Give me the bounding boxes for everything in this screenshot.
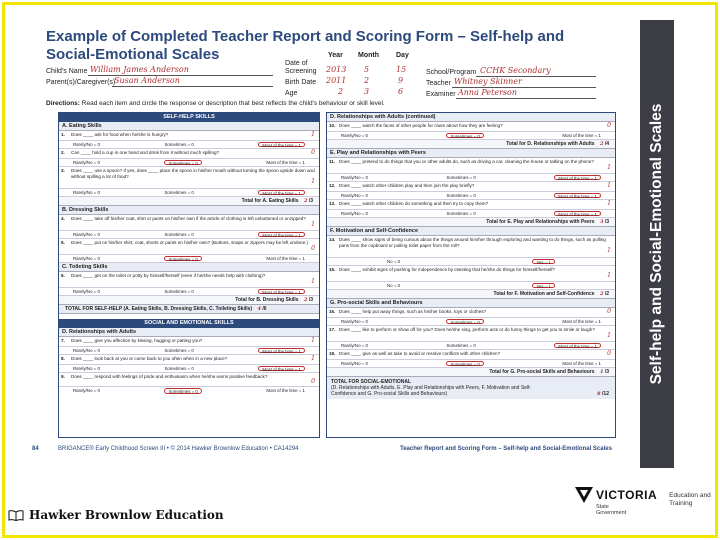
- item-10: 10. Does ____ watch the faces of other people for clues about how they are feeling? 0: [327, 122, 615, 132]
- selfhelp-bar: SELF-HELP SKILLS: [59, 113, 319, 122]
- total-f: Total for F. Motivation and Self-Confidence 2 /2: [327, 290, 615, 299]
- item-3-options: Rarely/No = 0 Sometimes = 0 Most of the time = 1: [59, 189, 319, 197]
- directions-label: Directions:: [46, 100, 80, 107]
- col-month: Month: [358, 52, 379, 59]
- item-18-options: Rarely/No = 0 Sometimes = 0 Most of the time = 1: [327, 360, 615, 368]
- item-17-score: 1: [607, 332, 611, 339]
- birth-day: 9: [398, 76, 404, 85]
- date-screening-label: Date of Screening: [285, 60, 317, 75]
- directions-text: Read each item and circle the response or description that best reflects the child's behaviour or skill level.: [81, 100, 385, 107]
- examiner-line: [456, 98, 596, 99]
- item-13-text: Does ____ watch other children do something and then try to copy them?: [339, 201, 489, 206]
- item-6-options: Rarely/No = 0 Sometimes = 0 Most of the time = 1: [59, 288, 319, 296]
- education-training-text: Education and Training: [669, 492, 711, 507]
- victoria-word: VICTORIA: [596, 488, 658, 502]
- total-g: Total for G. Pro-social Skills and Behaviours 1 /3: [327, 368, 615, 377]
- item-8-text: Does ____ look back at you or come back to you often when in a new place?: [71, 356, 228, 361]
- item-12-options: Rarely/No = 0 Sometimes = 0 Most of the time = 1: [327, 192, 615, 200]
- item-15-text: Does ____ exhibit signs of pushing for independence by insisting that he/she do things for himself/herself?: [339, 267, 556, 272]
- page-title: Example of Completed Teacher Report and Scoring Form – Self-help and Social-Emotional Scales: [46, 28, 565, 63]
- side-banner-text: Self-help and Social-Emotional Scales: [648, 103, 665, 385]
- teacher-value: Whitney Skinner: [454, 77, 522, 86]
- item-13-options: Rarely/No = 0 Sometimes = 0 Most of the time = 1: [327, 210, 615, 218]
- item-13-score: 1: [607, 200, 611, 207]
- item-1: 1. Does ____ ask for food when he/she is hungry? 1: [59, 131, 319, 141]
- item-5-score: 0: [311, 245, 315, 252]
- page-number: 84: [32, 446, 39, 452]
- item-3: 3. Does ____ use a spoon? If yes, does ____ place the spoon in his/her mouth without turning the spoon upside down and without spilling a lot of food? 1: [59, 167, 319, 189]
- social-bar: SOCIAL AND EMOTIONAL SKILLS: [59, 319, 319, 328]
- screening-month: 5: [364, 65, 370, 74]
- total-social-emotional: TOTAL FOR SOCIAL-EMOTIONAL (D. Relationships with Adults, E. Play and Relationships with Peers, F. Motivation and Self-Confidence and G. Pro-social Skills and Behaviours) 8 /12: [327, 377, 615, 399]
- item-17-text: Does ____ like to perform or show off for you? Does he/she sing, perform acts or do funny things to get you to smile or laugh?: [339, 327, 595, 332]
- right-column: [326, 112, 616, 438]
- item-17-options: Rarely/No = 0 Sometimes = 0 Most of the time = 1: [327, 342, 615, 350]
- item-8-score: 1: [311, 355, 315, 362]
- section-b-heading: B. Dressing Skills: [59, 206, 319, 215]
- item-12: 12. Does ____ watch other children play and then join the play briefly? 1: [327, 182, 615, 192]
- item-18: 18. Does ____ give as well as take to avoid or resolve conflicts with other children? 0: [327, 350, 615, 360]
- item-15: 15. Does ____ exhibit signs of pushing for independence by insisting that he/she do things for himself/herself? 1: [327, 266, 615, 282]
- item-6-text: Does ____ get on the toilet or potty by himself/herself (even if he/she needs help with clothing)?: [71, 273, 266, 278]
- item-9-score: 0: [311, 378, 315, 385]
- age-years: 2: [338, 87, 344, 96]
- item-9-text: Does ____ respond with feelings of pride and enthusiasm when he/she earns positive feedback?: [71, 374, 268, 379]
- item-10-text: Does ____ watch the faces of other people for clues about how they are feeling?: [339, 123, 503, 128]
- item-11-text: Does ____ pretend to do things that you or other adults do, such as driving a car, cleaning the house or talking on the phone?: [339, 159, 594, 164]
- left-column: [58, 112, 320, 438]
- col-year: Year: [328, 52, 343, 59]
- item-1-options: Rarely/No = 0 Sometimes = 0 Most of the time = 1: [59, 141, 319, 149]
- item-4-options: Rarely/No = 0 Sometimes = 0 Most of the time = 1: [59, 231, 319, 239]
- item-5: 5. Does ____ put on his/her shirt, coat, shorts or pants on his/her own? (Buttons, snaps or zippers may be left undone.) 0: [59, 239, 319, 255]
- total-a: Total for A. Eating Skills 2 /3: [59, 197, 319, 206]
- item-14-options: No = 0 Yes = 1: [327, 258, 615, 266]
- item-7-text: Does ____ give you affection by kissing, hugging or patting you?: [71, 338, 203, 343]
- section-e-heading: E. Play and Relationships with Peers: [327, 149, 615, 158]
- victoria-triangle-icon: [574, 486, 594, 504]
- birth-month: 2: [364, 76, 370, 85]
- birth-date-label: Birth Date: [285, 79, 317, 86]
- age-days: 6: [398, 87, 404, 96]
- age-months: 3: [364, 87, 370, 96]
- item-11: 11. Does ____ pretend to do things that you or other adults do, such as driving a car, cleaning the house or talking on the phone? 1: [327, 158, 615, 174]
- total-d: Total for D. Relationships with Adults 2 /4: [327, 140, 615, 149]
- examiner-value: Anna Peterson: [458, 88, 517, 97]
- item-1-score: 1: [311, 131, 315, 138]
- item-18-score: 0: [607, 350, 611, 357]
- form-document: [28, 14, 628, 466]
- hawker-brownlow-text: Hawker Brownlow Education: [29, 508, 224, 522]
- item-18-text: Does ____ give as well as take to avoid or resolve conflicts with other children?: [339, 351, 501, 356]
- item-14-text: Does ____ show signs of being curious about the things around him/her through exploring and wanting to do things, such as pulling pans from the cupboard or pulling toilet paper from the roll?: [339, 237, 606, 248]
- item-14: 14. Does ____ show signs of being curious about the things around him/her through exploring and wanting to do things, such as pulling pans from the cupboard or pulling toilet paper from the roll? 1: [327, 236, 615, 258]
- item-3-text: Does ____ use a spoon? If yes, does ____ place the spoon in his/her mouth without turning the spoon upside down and without spilling a lot of food?: [71, 168, 315, 179]
- item-16-score: 0: [607, 308, 611, 315]
- screening-year: 2013: [326, 65, 347, 74]
- item-6: 6. Does ____ get on the toilet or potty by himself/herself (even if he/she needs help with clothing)? 1: [59, 272, 319, 288]
- item-4-text: Does ____ take off his/her coat, shirt or pants on his/her own if the article of clothing is left unbuttoned or unzipped?: [71, 216, 306, 221]
- section-a-heading: A. Eating Skills: [59, 122, 319, 131]
- directions: [46, 100, 385, 107]
- open-book-icon: [8, 509, 24, 521]
- item-3-score: 1: [311, 178, 315, 185]
- item-14-score: 1: [607, 247, 611, 254]
- item-2-options: Rarely/No = 0 Sometimes = 0 Most of the time = 1: [59, 159, 319, 167]
- total-b: Total for B. Dressing Skills 2 /3: [59, 296, 319, 305]
- item-5-options: Rarely/No = 0 Sometimes = 0 Most of the time = 1: [59, 255, 319, 263]
- item-2-text: Can ____ hold a cup in one hand and drink from it without much spilling?: [71, 150, 220, 155]
- state-government-text: State Government: [596, 504, 627, 516]
- item-9: 9. Does ____ respond with feelings of pride and enthusiasm when he/she earns positive feedback? 0: [59, 373, 319, 387]
- victoria-logo: [574, 486, 719, 516]
- section-c-heading: C. Toileting Skills: [59, 263, 319, 272]
- teacher-label: Teacher: [426, 80, 451, 87]
- screening-day: 15: [396, 65, 407, 74]
- item-12-score: 1: [607, 182, 611, 189]
- item-13: 13. Does ____ watch other children do something and then try to copy them? 1: [327, 200, 615, 210]
- footer-brand: BRIGANCE® Early Childhood Screen III • © 2014 Hawker Brownlow Education • CA14294: [58, 446, 299, 452]
- item-16-options: Rarely/No = 0 Sometimes = 0 Most of the time = 1: [327, 318, 615, 326]
- item-4: 4. Does ____ take off his/her coat, shirt or pants on his/her own if the article of clothing is left unbuttoned or unzipped? 1: [59, 215, 319, 231]
- item-8-options: Rarely/No = 0 Sometimes = 0 Most of the time = 1: [59, 365, 319, 373]
- item-10-score: 0: [607, 122, 611, 129]
- item-12-text: Does ____ watch other children play and then join the play briefly?: [339, 183, 475, 188]
- section-g-heading: G. Pro-social Skills and Behaviours: [327, 299, 615, 308]
- col-day: Day: [396, 52, 409, 59]
- item-16-text: Does ____ help put away things, such as his/her books, toys or clothes?: [339, 309, 487, 314]
- childs-name-value: William James Anderson: [90, 65, 189, 74]
- total-e: Total for E. Play and Relationships with Peers 3 /3: [327, 218, 615, 227]
- section-f-heading: F. Motivation and Self-Confidence: [327, 227, 615, 236]
- item-7-options: Rarely/No = 0 Sometimes = 0 Most of the time = 1: [59, 347, 319, 355]
- item-2-score: 0: [311, 149, 315, 156]
- item-11-options: Rarely/No = 0 Sometimes = 0 Most of the time = 1: [327, 174, 615, 182]
- footer-right: Teacher Report and Scoring Form – Self-help and Social-Emotional Scales: [400, 446, 612, 452]
- total-selfhelp: TOTAL FOR SELF-HELP (A. Eating Skills, B. Dressing Skills, C. Toileting Skills) 4 /6: [59, 305, 319, 314]
- parents-label: Parent(s)/Caregiver(s): [46, 79, 116, 86]
- item-9-options: Rarely/No = 0 Sometimes = 0 Most of the time = 1: [73, 388, 305, 394]
- item-15-score: 1: [607, 272, 611, 279]
- item-5-text: Does ____ put on his/her shirt, coat, shorts or pants on his/her own? (Buttons, snaps or zippers may be left undone.): [71, 240, 308, 245]
- item-17: 17. Does ____ like to perform or show off for you? Does he/she sing, perform acts or do funny things to get you to smile or laugh? 1: [327, 326, 615, 342]
- item-4-score: 1: [311, 221, 315, 228]
- age-label: Age: [285, 90, 298, 97]
- parents-value: Susan Anderson: [114, 76, 180, 85]
- birth-year: 2011: [326, 76, 347, 85]
- examiner-label: Examiner: [426, 91, 456, 98]
- item-8: 8. Does ____ look back at you or come back to you often when in a new place? 1: [59, 355, 319, 365]
- item-10-options: Rarely/No = 0 Sometimes = 0 Most of the time = 1: [327, 132, 615, 140]
- item-7: 7. Does ____ give you affection by kissing, hugging or patting you? 1: [59, 337, 319, 347]
- item-7-score: 1: [311, 337, 315, 344]
- childs-name-label: Child's Name: [46, 68, 88, 75]
- section-d-cont-heading: D. Relationships with Adults (continued): [327, 113, 615, 122]
- school-label: School/Program: [426, 69, 477, 76]
- item-11-score: 1: [607, 164, 611, 171]
- item-1-text: Does ____ ask for food when he/she is hungry?: [71, 132, 169, 137]
- school-value: CCHK Secondary: [480, 66, 551, 75]
- item-2: 2. Can ____ hold a cup in one hand and drink from it without much spilling? 0: [59, 149, 319, 159]
- section-d-heading: D. Relationships with Adults: [59, 328, 319, 337]
- item-15-options: No = 0 Yes = 1: [327, 282, 615, 290]
- item-16: 16. Does ____ help put away things, such as his/her books, toys or clothes? 0: [327, 308, 615, 318]
- hawker-brownlow-logo: [8, 508, 224, 522]
- item-6-score: 1: [311, 278, 315, 285]
- parents-line: [112, 86, 273, 87]
